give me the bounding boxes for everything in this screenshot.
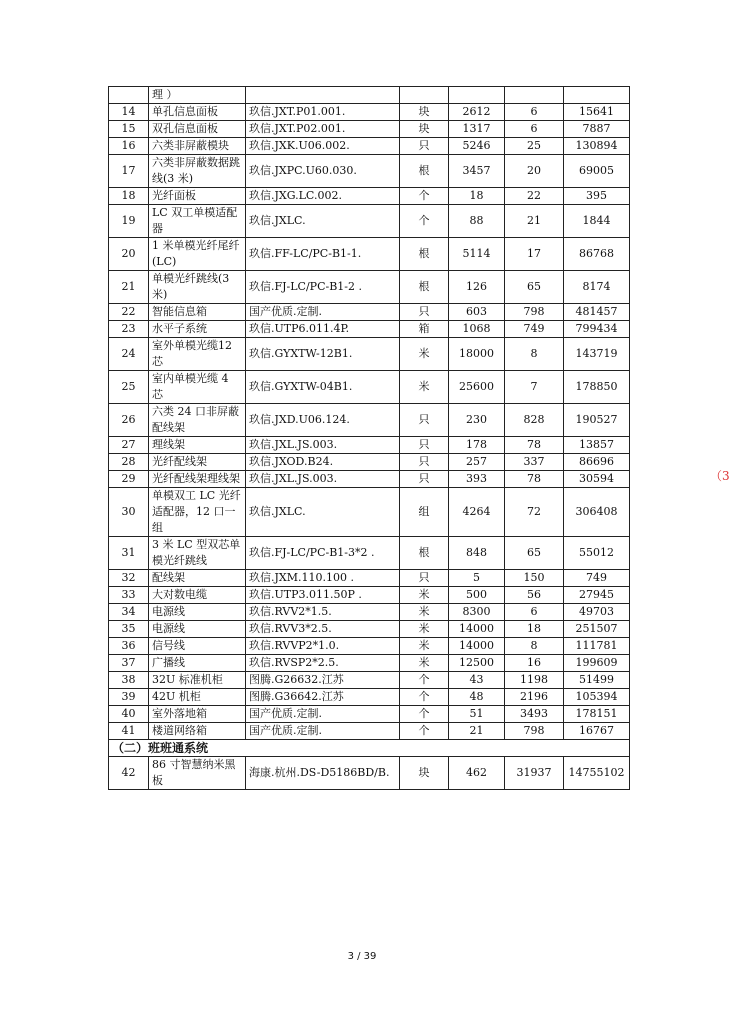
cell-price: 18000 xyxy=(449,338,505,371)
cell-price: 5246 xyxy=(449,138,505,155)
cell-price: 126 xyxy=(449,271,505,304)
cell-price: 8300 xyxy=(449,604,505,621)
cell-total: 749 xyxy=(564,570,630,587)
cell-no: 37 xyxy=(109,655,149,672)
table-row xyxy=(109,155,630,188)
cell-price: 5 xyxy=(449,570,505,587)
cell-spec: 玖信.JXOD.B24. xyxy=(246,454,400,471)
section-row-group xyxy=(109,740,630,757)
table-row xyxy=(109,621,630,638)
cell-name: 楼道网络箱 xyxy=(149,723,246,740)
cell-name: 电源线 xyxy=(149,604,246,621)
cell-qty: 78 xyxy=(505,437,564,454)
cell-unit: 只 xyxy=(400,304,449,321)
cell-total: 178850 xyxy=(564,371,630,404)
cell-unit: 根 xyxy=(400,271,449,304)
cell-price: 1317 xyxy=(449,121,505,138)
cell-qty: 65 xyxy=(505,537,564,570)
cell-spec: 玖信.JXLC. xyxy=(246,488,400,537)
cell-price: 2612 xyxy=(449,104,505,121)
cell-spec: 海康.杭州.DS-D5186BD/B. xyxy=(246,757,400,790)
cell-price: 257 xyxy=(449,454,505,471)
cell-qty: 21 xyxy=(505,205,564,238)
cell-name: 光纤配线架 xyxy=(149,454,246,471)
cell-spec: 玖信.JXPC.U60.030. xyxy=(246,155,400,188)
cell-qty: 3493 xyxy=(505,706,564,723)
cell-qty: 749 xyxy=(505,321,564,338)
cell-unit: 米 xyxy=(400,587,449,604)
cell-unit: 只 xyxy=(400,471,449,488)
cell-no: 39 xyxy=(109,689,149,706)
table-row xyxy=(109,488,630,537)
cell-total: 306408 xyxy=(564,488,630,537)
cell-price: 1068 xyxy=(449,321,505,338)
cell-unit: 个 xyxy=(400,723,449,740)
cell-total: 143719 xyxy=(564,338,630,371)
cell-unit: 米 xyxy=(400,655,449,672)
table-row xyxy=(109,271,630,304)
cell-unit: 块 xyxy=(400,104,449,121)
table-row xyxy=(109,454,630,471)
cell-unit: 块 xyxy=(400,121,449,138)
cell-spec: 玖信.GYXTW-12B1. xyxy=(246,338,400,371)
cell-price: 88 xyxy=(449,205,505,238)
cell-qty: 8 xyxy=(505,638,564,655)
cell-no: 35 xyxy=(109,621,149,638)
cell-qty: 72 xyxy=(505,488,564,537)
cell-spec: 玖信.UTP3.011.50P . xyxy=(246,587,400,604)
cell-spec: 玖信.JXD.U06.124. xyxy=(246,404,400,437)
cell-qty: 6 xyxy=(505,104,564,121)
cell-qty: 6 xyxy=(505,121,564,138)
cell-spec: 玖信.RVV3*2.5. xyxy=(246,621,400,638)
cell-total: 14755102 xyxy=(564,757,630,790)
table-row xyxy=(109,672,630,689)
cell-unit: 只 xyxy=(400,404,449,437)
cell-price: 14000 xyxy=(449,638,505,655)
cell-name: 单模光纤跳线(3米) xyxy=(149,271,246,304)
cell-price: 178 xyxy=(449,437,505,454)
cell-price: 603 xyxy=(449,304,505,321)
cell-name: 理 ） xyxy=(149,87,246,104)
cell-unit: 米 xyxy=(400,371,449,404)
cell-no: 18 xyxy=(109,188,149,205)
cell-qty: 56 xyxy=(505,587,564,604)
cell-spec: 国产优质.定制. xyxy=(246,304,400,321)
cell-qty: 1198 xyxy=(505,672,564,689)
cell-name: 光纤配线架理线架 xyxy=(149,471,246,488)
cell-unit: 个 xyxy=(400,205,449,238)
table-row xyxy=(109,321,630,338)
cell-name: 双孔信息面板 xyxy=(149,121,246,138)
cell-spec: 玖信.JXM.110.100 . xyxy=(246,570,400,587)
cell-spec: 玖信.RVVP2*1.0. xyxy=(246,638,400,655)
cell-no: 14 xyxy=(109,104,149,121)
cell-unit: 米 xyxy=(400,621,449,638)
cell-spec: 玖信.GYXTW-04B1. xyxy=(246,371,400,404)
table-row xyxy=(109,138,630,155)
cell-price: 230 xyxy=(449,404,505,437)
cell-no: 32 xyxy=(109,570,149,587)
cell-name: 理线架 xyxy=(149,437,246,454)
cell-price: 393 xyxy=(449,471,505,488)
cell-no: 26 xyxy=(109,404,149,437)
cell-spec: 玖信.JXG.LC.002. xyxy=(246,188,400,205)
cell-unit: 根 xyxy=(400,155,449,188)
cell-price: 21 xyxy=(449,723,505,740)
cell-qty: 150 xyxy=(505,570,564,587)
cell-qty: 65 xyxy=(505,271,564,304)
cell-name: 3 米 LC 型双芯单模光纤跳线 xyxy=(149,537,246,570)
cell-total: 481457 xyxy=(564,304,630,321)
cell-no: 27 xyxy=(109,437,149,454)
cell-total: 69005 xyxy=(564,155,630,188)
cell-price: 5114 xyxy=(449,238,505,271)
cell-no: 38 xyxy=(109,672,149,689)
cell-name: 信号线 xyxy=(149,638,246,655)
cell-spec: 玖信.JXT.P01.001. xyxy=(246,104,400,121)
cell-no: 28 xyxy=(109,454,149,471)
cell-no: 41 xyxy=(109,723,149,740)
table-row xyxy=(109,471,630,488)
cell-spec: 玖信.JXLC. xyxy=(246,205,400,238)
cell-spec: 国产优质.定制. xyxy=(246,723,400,740)
cell-name: 六类非屏蔽数据跳线(3 米) xyxy=(149,155,246,188)
cell-unit: 个 xyxy=(400,706,449,723)
cell-total: 111781 xyxy=(564,638,630,655)
cell-no: 19 xyxy=(109,205,149,238)
cell-total: 49703 xyxy=(564,604,630,621)
cell-name: 室外单模光缆12芯 xyxy=(149,338,246,371)
cell-qty: 25 xyxy=(505,138,564,155)
table-row xyxy=(109,437,630,454)
section-row xyxy=(109,740,630,757)
cell-unit: 个 xyxy=(400,188,449,205)
cell-qty: 828 xyxy=(505,404,564,437)
cell-total: 13857 xyxy=(564,437,630,454)
cell-no: 24 xyxy=(109,338,149,371)
cell-total: 130894 xyxy=(564,138,630,155)
cell-price: 4264 xyxy=(449,488,505,537)
cell-price: 462 xyxy=(449,757,505,790)
cell-qty: 798 xyxy=(505,723,564,740)
cell-spec: 国产优质.定制. xyxy=(246,706,400,723)
table-row xyxy=(109,188,630,205)
table-row xyxy=(109,338,630,371)
cell-no: 42 xyxy=(109,757,149,790)
cell-unit: 个 xyxy=(400,689,449,706)
table-row xyxy=(109,757,630,790)
cell-total: 86768 xyxy=(564,238,630,271)
cell-no xyxy=(109,87,149,104)
cell-name: 1 米单模光纤尾纤(LC) xyxy=(149,238,246,271)
cell-no: 36 xyxy=(109,638,149,655)
cell-total: 30594 xyxy=(564,471,630,488)
cell-total: 799434 xyxy=(564,321,630,338)
cell-unit xyxy=(400,87,449,104)
cell-price: 12500 xyxy=(449,655,505,672)
table-row xyxy=(109,205,630,238)
table-row xyxy=(109,723,630,740)
section-title: （二）班班通系统 xyxy=(109,740,630,757)
equipment-table xyxy=(108,86,630,790)
cell-total: 51499 xyxy=(564,672,630,689)
table-row xyxy=(109,706,630,723)
cell-no: 34 xyxy=(109,604,149,621)
cell-no: 15 xyxy=(109,121,149,138)
cell-no: 23 xyxy=(109,321,149,338)
cell-name: 室外落地箱 xyxy=(149,706,246,723)
cell-name: 电源线 xyxy=(149,621,246,638)
cell-unit: 根 xyxy=(400,238,449,271)
cell-no: 40 xyxy=(109,706,149,723)
table-row xyxy=(109,604,630,621)
cell-name: 大对数电缆 xyxy=(149,587,246,604)
table-row xyxy=(109,570,630,587)
cell-price: 48 xyxy=(449,689,505,706)
cell-no: 21 xyxy=(109,271,149,304)
cell-name: 室内单模光缆 4 芯 xyxy=(149,371,246,404)
cell-total: 105394 xyxy=(564,689,630,706)
cell-unit: 箱 xyxy=(400,321,449,338)
cell-total: 395 xyxy=(564,188,630,205)
cell-price: 43 xyxy=(449,672,505,689)
cell-total: 86696 xyxy=(564,454,630,471)
cell-qty xyxy=(505,87,564,104)
cell-unit: 米 xyxy=(400,604,449,621)
cell-qty: 18 xyxy=(505,621,564,638)
cell-name: LC 双工单模适配器 xyxy=(149,205,246,238)
table-body xyxy=(109,87,630,740)
cell-total: 15641 xyxy=(564,104,630,121)
table-row xyxy=(109,689,630,706)
cell-spec: 玖信.JXL.JS.003. xyxy=(246,471,400,488)
cell-no: 22 xyxy=(109,304,149,321)
cell-name: 六类非屏蔽模块 xyxy=(149,138,246,155)
cell-name: 配线架 xyxy=(149,570,246,587)
cell-total: 27945 xyxy=(564,587,630,604)
cell-unit: 只 xyxy=(400,454,449,471)
cell-price xyxy=(449,87,505,104)
cell-qty: 2196 xyxy=(505,689,564,706)
cell-spec: 玖信.FF-LC/PC-B1-1. xyxy=(246,238,400,271)
cell-unit: 米 xyxy=(400,638,449,655)
cell-total: 251507 xyxy=(564,621,630,638)
table-row xyxy=(109,587,630,604)
cell-name: 单孔信息面板 xyxy=(149,104,246,121)
table-body-section-2 xyxy=(109,757,630,790)
cell-qty: 6 xyxy=(505,604,564,621)
cell-spec: 玖信.RVSP2*2.5. xyxy=(246,655,400,672)
cell-total: 16767 xyxy=(564,723,630,740)
cell-name: 42U 机柜 xyxy=(149,689,246,706)
table-row xyxy=(109,404,630,437)
cell-spec: 玖信.UTP6.011.4P. xyxy=(246,321,400,338)
cell-name: 水平子系统 xyxy=(149,321,246,338)
table-row xyxy=(109,371,630,404)
cell-unit: 只 xyxy=(400,138,449,155)
table-row xyxy=(109,655,630,672)
cell-no: 31 xyxy=(109,537,149,570)
cell-price: 18 xyxy=(449,188,505,205)
table-row xyxy=(109,238,630,271)
cell-qty: 22 xyxy=(505,188,564,205)
cell-name: 单模双工 LC 光纤适配器，12 口一组 xyxy=(149,488,246,537)
cell-qty: 8 xyxy=(505,338,564,371)
cell-qty: 20 xyxy=(505,155,564,188)
table-row xyxy=(109,638,630,655)
table-row xyxy=(109,304,630,321)
cell-qty: 31937 xyxy=(505,757,564,790)
cell-qty: 337 xyxy=(505,454,564,471)
cell-price: 25600 xyxy=(449,371,505,404)
cell-qty: 16 xyxy=(505,655,564,672)
cell-no: 29 xyxy=(109,471,149,488)
cell-spec: 玖信.JXK.U06.002. xyxy=(246,138,400,155)
cell-spec: 玖信.JXT.P02.001. xyxy=(246,121,400,138)
cell-price: 51 xyxy=(449,706,505,723)
cell-unit: 组 xyxy=(400,488,449,537)
cell-spec: 玖信.JXL.JS.003. xyxy=(246,437,400,454)
cell-spec: 图腾.G36642.江苏 xyxy=(246,689,400,706)
cell-total: 199609 xyxy=(564,655,630,672)
cell-unit: 只 xyxy=(400,437,449,454)
table-row xyxy=(109,87,630,104)
cell-price: 848 xyxy=(449,537,505,570)
cell-spec: 图腾.G26632.江苏 xyxy=(246,672,400,689)
cell-no: 30 xyxy=(109,488,149,537)
cell-name: 广播线 xyxy=(149,655,246,672)
cell-total: 55012 xyxy=(564,537,630,570)
cell-no: 16 xyxy=(109,138,149,155)
cell-total: 190527 xyxy=(564,404,630,437)
table-row xyxy=(109,104,630,121)
cell-spec: 玖信.RVV2*1.5. xyxy=(246,604,400,621)
cell-no: 20 xyxy=(109,238,149,271)
cell-spec: 玖信.FJ-LC/PC-B1-2 . xyxy=(246,271,400,304)
page-number: 3 / 39 xyxy=(347,951,377,962)
table-row xyxy=(109,537,630,570)
cell-no: 33 xyxy=(109,587,149,604)
cell-no: 17 xyxy=(109,155,149,188)
cell-no: 25 xyxy=(109,371,149,404)
cell-unit: 只 xyxy=(400,570,449,587)
margin-mark: （3 xyxy=(710,469,730,483)
cell-total xyxy=(564,87,630,104)
cell-name: 32U 标准机柜 xyxy=(149,672,246,689)
table-row xyxy=(109,121,630,138)
cell-price: 500 xyxy=(449,587,505,604)
cell-qty: 78 xyxy=(505,471,564,488)
cell-spec: 玖信.FJ-LC/PC-B1-3*2 . xyxy=(246,537,400,570)
cell-total: 1844 xyxy=(564,205,630,238)
cell-name: 86 寸智慧纳米黑板 xyxy=(149,757,246,790)
cell-total: 7887 xyxy=(564,121,630,138)
cell-name: 光纤面板 xyxy=(149,188,246,205)
cell-unit: 块 xyxy=(400,757,449,790)
cell-name: 智能信息箱 xyxy=(149,304,246,321)
cell-unit: 个 xyxy=(400,672,449,689)
cell-qty: 798 xyxy=(505,304,564,321)
cell-unit: 米 xyxy=(400,338,449,371)
cell-price: 14000 xyxy=(449,621,505,638)
cell-unit: 根 xyxy=(400,537,449,570)
cell-qty: 17 xyxy=(505,238,564,271)
cell-name: 六类 24 口非屏蔽配线架 xyxy=(149,404,246,437)
cell-spec xyxy=(246,87,400,104)
cell-price: 3457 xyxy=(449,155,505,188)
cell-total: 178151 xyxy=(564,706,630,723)
cell-qty: 7 xyxy=(505,371,564,404)
cell-total: 8174 xyxy=(564,271,630,304)
